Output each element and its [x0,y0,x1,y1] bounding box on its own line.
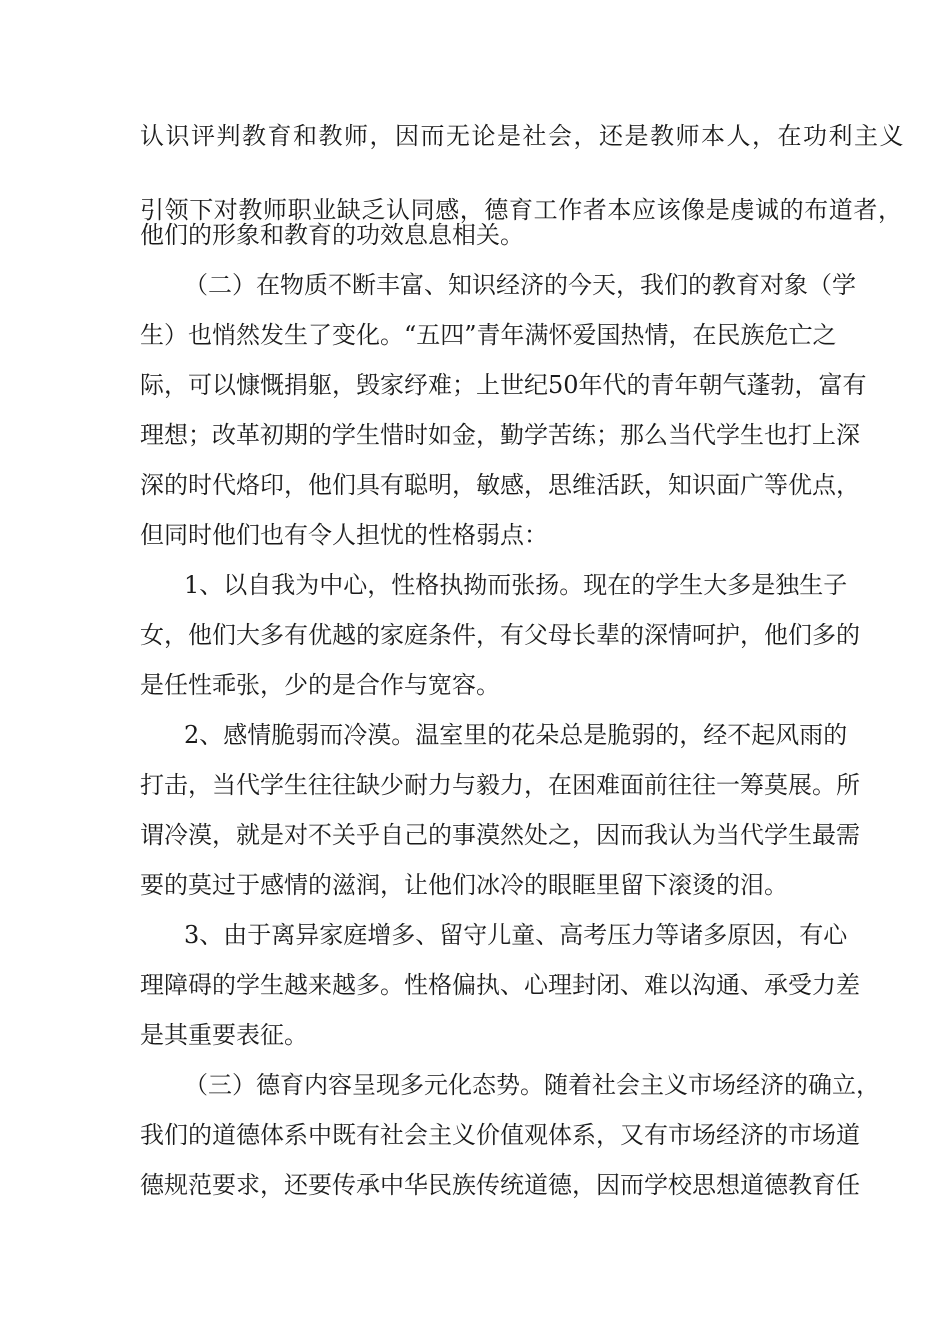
text-line: 理想；改革初期的学生惜时如金，勤学苦练；那么当代学生也打上深 [140,421,860,449]
text-line: 是任性乖张，少的是合作与宽容。 [140,671,500,699]
text-line: 生）也悄然发生了变化。“五四”青年满怀爱国热情，在民族危亡之 [140,321,837,349]
text-line: 3、由于离异家庭增多、留守儿童、高考压力等诸多原因，有心 [184,921,848,949]
text-line: 2、感情脆弱而冷漠。温室里的花朵总是脆弱的，经不起风雨的 [184,721,848,749]
text-line: 谓冷漠，就是对不关乎自己的事漠然处之，因而我认为当代学生最需 [140,821,860,849]
text-line: （二）在物质不断丰富、知识经济的今天，我们的教育对象（学 [184,271,856,299]
text-line: 他们的形象和教育的功效息息相关。 [140,221,524,249]
text-line: （三）德育内容呈现多元化态势。随着社会主义市场经济的确立， [184,1071,880,1099]
text-line: 1、以自我为中心，性格执拗而张扬。现在的学生大多是独生子 [184,571,848,599]
text-line: 引领下对教师职业缺乏认同感，德育工作者本应该像是虔诚的布道者， [140,196,903,224]
text-line: 际，可以慷慨捐躯，毁家纾难；上世纪50年代的青年朝气蓬勃，富有 [140,371,867,399]
text-line: 是其重要表征。 [140,1021,308,1049]
text-line: 要的莫过于感情的滋润，让他们冰冷的眼眶里留下滚烫的泪。 [140,871,788,899]
text-line: 认识评判教育和教师，因而无论是社会，还是教师本人，在功利主义 [140,122,905,150]
text-line: 但同时他们也有令人担忧的性格弱点： [140,521,548,549]
text-line: 德规范要求，还要传承中华民族传统道德，因而学校思想道德教育任 [140,1171,860,1199]
text-line: 理障碍的学生越来越多。性格偏执、心理封闭、难以沟通、承受力差 [140,971,860,999]
text-line: 打击，当代学生往往缺少耐力与毅力，在困难面前往往一筹莫展。所 [140,771,860,799]
text-line: 女，他们大多有优越的家庭条件，有父母长辈的深情呵护，他们多的 [140,621,860,649]
text-line: 我们的道德体系中既有社会主义价值观体系，又有市场经济的市场道 [140,1121,860,1149]
text-line: 深的时代烙印，他们具有聪明，敏感，思维活跃，知识面广等优点， [140,471,860,499]
